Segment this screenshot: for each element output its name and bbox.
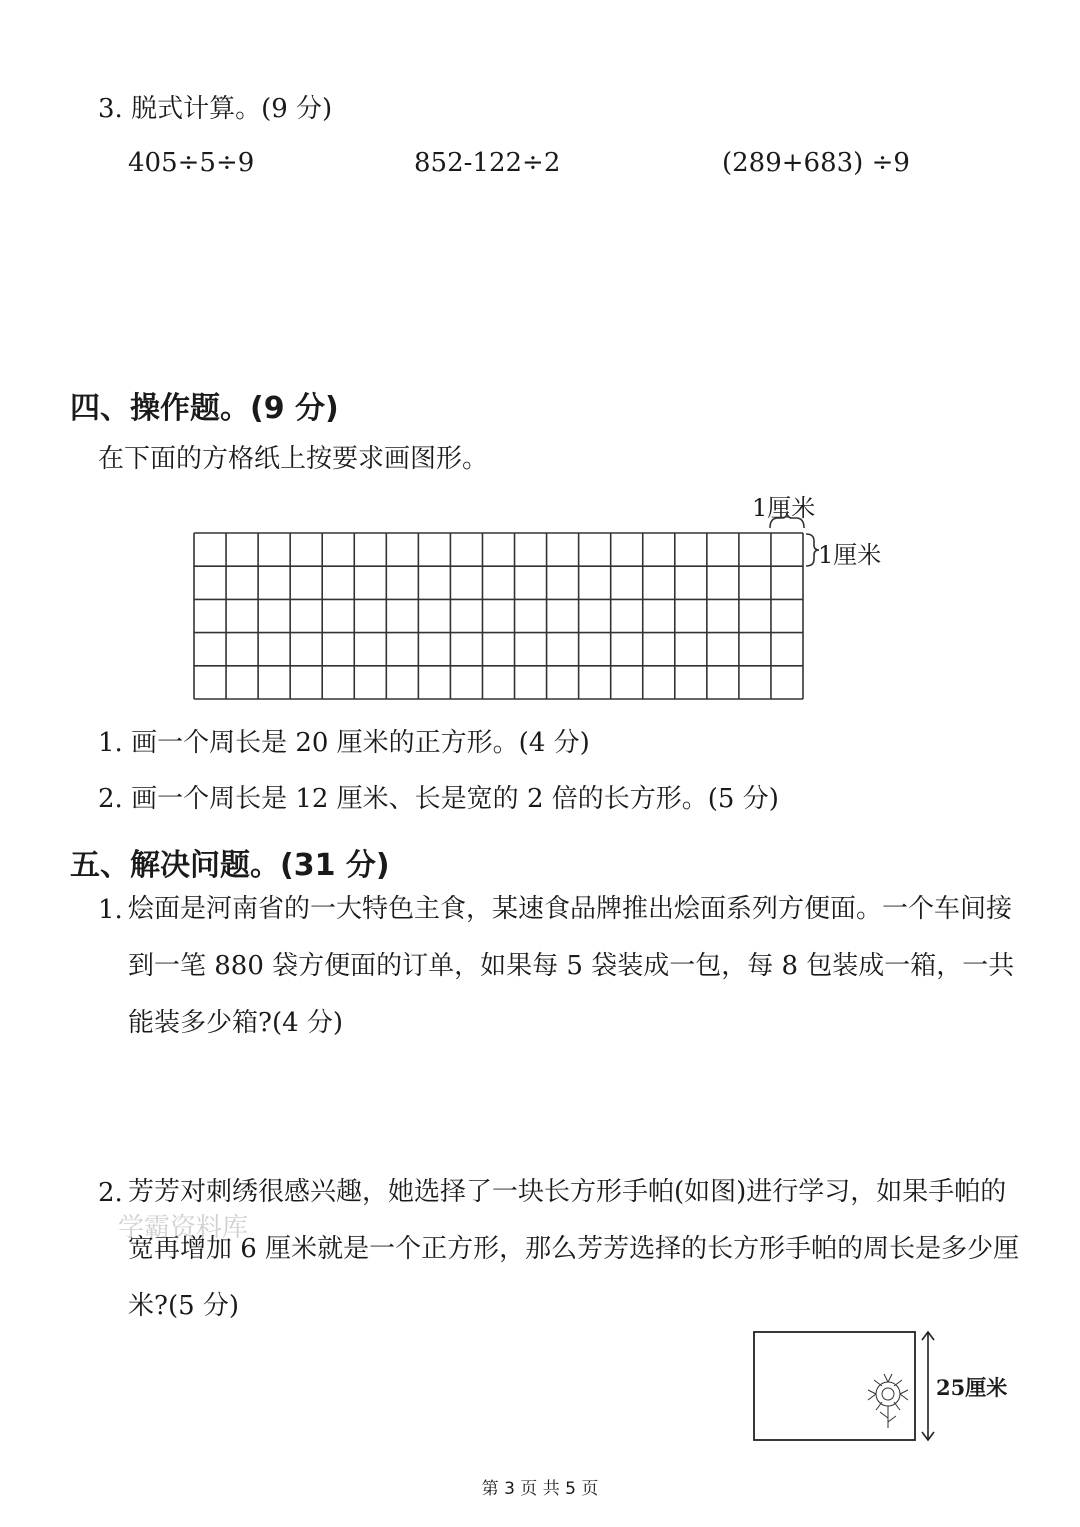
grid-unit-label-right: 1厘米: [818, 541, 882, 569]
page-footer: 第 3 页 共 5 页: [481, 1479, 599, 1499]
top-brace: [770, 512, 804, 528]
section-5-title: 五、解决问题。(31 分): [70, 848, 390, 883]
expression-1: 405÷5÷9: [128, 148, 255, 178]
section-4-title: 四、操作题。(9 分): [70, 391, 339, 426]
problem-2-text: 芳芳对刺绣很感兴趣，她选择了一块长方形手帕(如图)进行学习，如果手帕的宽再增加 6 厘米就是一个正方形，那么芳芳选择的长方形手帕的周长是多少厘米?(5 分): [128, 1177, 1020, 1321]
section-4-instruction: 在下面的方格纸上按要求画图形。: [98, 444, 489, 474]
section-4-item-1: 1. 画一个周长是 20 厘米的正方形。(4 分): [98, 728, 590, 758]
problem-1-number: 1.: [98, 895, 123, 925]
expression-2: 852-122÷2: [414, 148, 561, 178]
watermark: 学霸资料库: [118, 1213, 249, 1243]
grid-paper: [0, 0, 1080, 720]
section-4-item-2: 2. 画一个周长是 12 厘米、长是宽的 2 倍的长方形。(5 分): [98, 784, 779, 814]
chrysanthemum-icon: [868, 1374, 908, 1428]
figure-width-label: 25厘米: [936, 1375, 1008, 1400]
expression-3: (289+683) ÷9: [722, 148, 910, 178]
question-3-title: 3. 脱式计算。(9 分): [98, 94, 333, 124]
problem-2-number: 2.: [98, 1178, 123, 1208]
handkerchief-figure: [740, 1320, 940, 1450]
right-brace: [806, 534, 819, 566]
grid-unit-label-top: 1厘米: [752, 494, 816, 522]
problem-1-text: 烩面是河南省的一大特色主食，某速食品牌推出烩面系列方便面。一个车间接到一笔 880 袋方便面的订单，如果每 5 袋装成一包，每 8 包装成一箱，一共能装多少箱?(4 分): [128, 894, 1015, 1038]
